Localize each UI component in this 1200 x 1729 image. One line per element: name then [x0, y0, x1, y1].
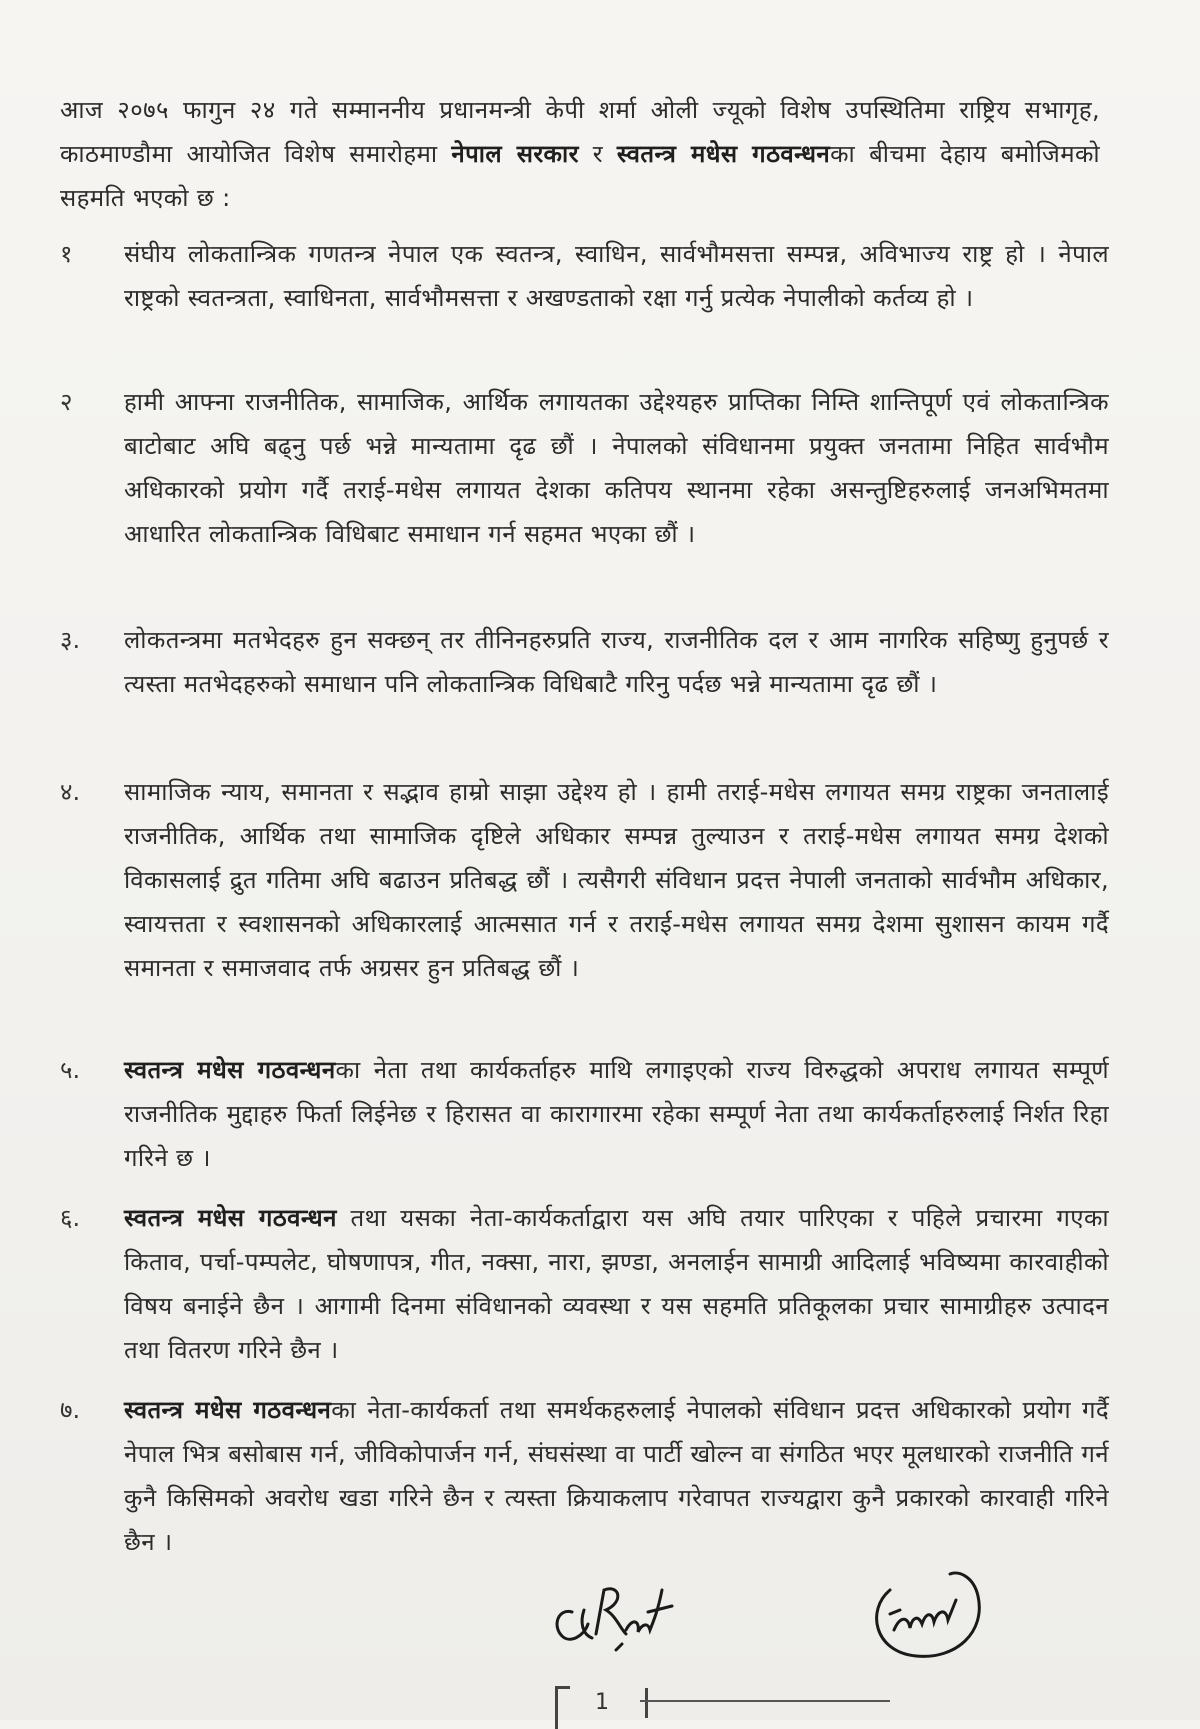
clause-text	[124, 380, 1109, 556]
clause-party-name: स्वतन्त्र मधेस गठवन्धन	[124, 1204, 337, 1232]
footer-bracket-left	[555, 1686, 570, 1729]
clause-text	[124, 618, 1109, 706]
clause-number: ७.	[60, 1396, 81, 1424]
agreement-intro	[60, 88, 1100, 220]
clause-text	[124, 1196, 1109, 1372]
clause-number: ५.	[60, 1056, 81, 1084]
signature-left	[540, 1550, 700, 1660]
intro-text-2: र	[578, 140, 617, 168]
clause-body: हामी आफ्ना राजनीतिक, सामाजिक, आर्थिक लगायतका उद्देश्यहरु प्राप्तिका निम्ति शान्तिपूर्ण एवं लोकतान्त्रिक बाटोबाट अघि बढ्नु पर्छ भन्ने मान्यतामा दृढ छौं । नेपालको संविधानमा प्रयुक्त जनतामा निहित सार्वभौम अधिकारको प्रयोग गर्दै तराई-मधेस लगायत देशका कतिपय स्थानमा रहेका असन्तुष्टिहरुलाई जनअभिमतमा आधारित लोकतान्त्रिक विधिबाट समाधान गर्न सहमत भएका छौं ।	[124, 388, 1109, 548]
clause-body: का नेता-कार्यकर्ता तथा समर्थकहरुलाई नेपालको संविधान प्रदत्त अधिकारको प्रयोग गर्दै नेपाल भित्र बसोबास गर्न, जीविकोपार्जन गर्न, संघसंस्था वा पार्टी खोल्न वा संगठित भएर मूलधारको राजनीति गर्न कुनै किसिमको अवरोध खडा गरिने छैन र त्यस्ता क्रियाकलाप गरेवापत राज्यद्वारा कुनै प्रकारको कारवाही गरिने छैन ।	[124, 1396, 1109, 1556]
clause-text	[124, 232, 1109, 320]
intro-party-alliance: स्वतन्त्र मधेस गठवन्धन	[616, 140, 831, 168]
page-number: 1	[595, 1690, 609, 1715]
signature-right	[860, 1560, 1000, 1665]
intro-text-1: आज २०७५ फागुन २४ गते सम्माननीय प्रधानमन्त्री केपी शर्मा ओली ज्यूको विशेष उपस्थितिमा राष्ट्रिय सभागृह, काठमाण्डौमा आयोजित विशेष समारोहमा	[60, 96, 1100, 168]
intro-party-government: नेपाल सरकार	[451, 140, 579, 168]
clause-number: २	[60, 388, 73, 416]
clause-body: तथा यसका नेता-कार्यकर्ताद्वारा यस अघि तयार पारिएका र पहिले प्रचारमा गएका किताव, पर्चा-पम्पलेट, घोषणापत्र, गीत, नक्सा, नारा, झण्डा, अनलाईन सामाग्री आदिलाई भविष्यमा कारवाहीको विषय बनाईने छैन । आगामी दिनमा संविधानको व्यवस्था र यस सहमति प्रतिकूलका प्रचार सामाग्रीहरु उत्पादन तथा वितरण गरिने छैन ।	[124, 1204, 1109, 1364]
clause-body: का नेता तथा कार्यकर्ताहरु माथि लगाइएको राज्य विरुद्धको अपराध लगायत सम्पूर्ण राजनीतिक मुद्दाहरु फिर्ता लिईनेछ र हिरासत वा कारागारमा रहेका सम्पूर्ण नेता तथा कार्यकर्ताहरुलाई निर्शत रिहा गरिने छ ।	[124, 1056, 1109, 1172]
clause-text	[124, 1048, 1109, 1180]
intro-text-3: का बीचमा देहाय बमोजिमको सहमति भएको छ :	[60, 140, 1100, 212]
clause-party-name: स्वतन्त्र मधेस गठवन्धन	[124, 1056, 336, 1084]
clause-number: ६.	[60, 1204, 81, 1232]
clause-body: सामाजिक न्याय, समानता र सद्भाव हाम्रो साझा उद्देश्य हो । हामी तराई-मधेस लगायत समग्र राष्ट्रका जनतालाई राजनीतिक, आर्थिक तथा सामाजिक दृष्टिले अधिकार सम्पन्न तुल्याउन र तराई-मधेस लगायत समग्र देशको विकासलाई द्रुत गतिमा अघि बढाउन प्रतिबद्ध छौं । त्यसैगरी संविधान प्रदत्त नेपाली जनताको सार्वभौम अधिकार, स्वायत्तता र स्वशासनको अधिकारलाई आत्मसात गर्न र तराई-मधेस लगायत समग्र देशमा सुशासन कायम गर्दै समानता र समाजवाद तर्फ अग्रसर हुन प्रतिबद्ध छौं ।	[124, 778, 1109, 982]
clause-text	[124, 770, 1109, 990]
clause-party-name: स्वतन्त्र मधेस गठवन्धन	[124, 1396, 332, 1424]
clause-text	[124, 1388, 1109, 1564]
clause-number: ३.	[60, 626, 81, 654]
footer-bracket-right	[645, 1688, 658, 1718]
clause-body: लोकतन्त्रमा मतभेदहरु हुन सक्छन् तर तीनिनहरुप्रति राज्य, राजनीतिक दल र आम नागरिक सहिष्णु हुनुपर्छ र त्यस्ता मतभेदहरुको समाधान पनि लोकतान्त्रिक विधिबाटै गरिनु पर्दछ भन्ने मान्यतामा दृढ छौं ।	[124, 626, 1109, 698]
clause-number: ४.	[60, 778, 81, 806]
clause-number: १	[60, 240, 73, 268]
clause-body: संघीय लोकतान्त्रिक गणतन्त्र नेपाल एक स्वतन्त्र, स्वाधिन, सार्वभौमसत्ता सम्पन्न, अविभाज्य राष्ट्र हो । नेपाल राष्ट्रको स्वतन्त्रता, स्वाधिनता, सार्वभौमसत्ता र अखण्डताको रक्षा गर्नु प्रत्येक नेपालीको कर्तव्य हो ।	[124, 240, 1109, 312]
footer-line	[640, 1700, 890, 1702]
